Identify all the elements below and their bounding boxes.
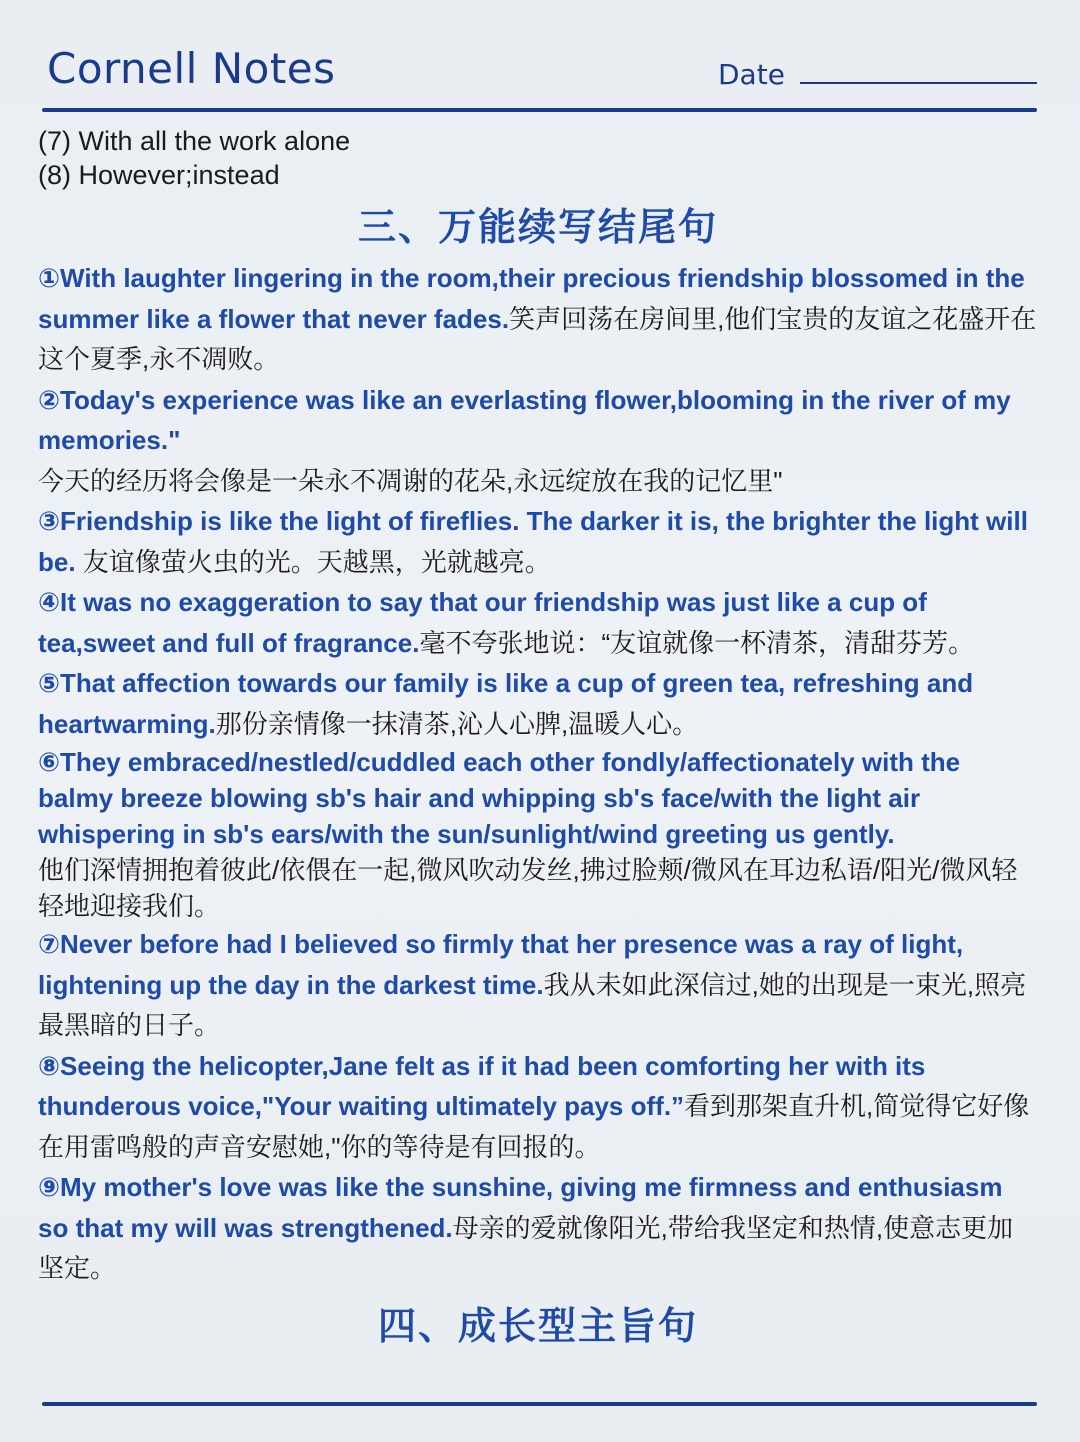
sentence-item [38, 380, 1038, 502]
sentence-item [38, 663, 1038, 744]
sentence-english: ④It was no exaggeration to say that our friendship was just like a cup of tea,sweet and full of fragrance. [38, 587, 927, 658]
sentence-chinese: 友谊像萤火虫的光。天越黑，光就越亮。 [75, 546, 551, 577]
section-heading: 三、万能续写结尾句 [357, 205, 718, 249]
sentence-chinese: 今天的经历将会像是一朵永不凋谢的花朵,永远绽放在我的记忆里" [38, 465, 783, 496]
footer-divider [42, 1402, 1037, 1406]
sentence-item [38, 582, 1038, 663]
header-divider [42, 108, 1037, 112]
intro-line: (8) However;instead [38, 160, 280, 190]
sentence-chinese: 母亲的爱就像阳光,带给我坚定和热情,使意志更加坚定。 [38, 1212, 1014, 1283]
sentence-item [38, 501, 1038, 582]
section-heading: 四、成长型主旨句 [377, 1303, 698, 1348]
sentence-item [38, 924, 1038, 1046]
sentence-english: ②Today's experience was like an everlasting flower,blooming in the river of my memories." [38, 384, 1011, 455]
sentence-item [38, 1046, 1038, 1168]
date-field-line [800, 82, 1037, 84]
sentence-english: ⑤That affection towards our family is like a cup of green tea, refreshing and heartwarming. [38, 668, 974, 739]
sentence-item [38, 744, 1038, 924]
sentence-chinese: 那份亲情像一抹清茶,沁人心脾,温暖人心。 [215, 708, 699, 739]
sentence-chinese: 我从未如此深信过,她的出现是一束光,照亮最黑暗的日子。 [38, 969, 1027, 1040]
sentence-item [38, 1167, 1038, 1289]
page-title: Cornell Notes [47, 44, 336, 93]
intro-line: (7) With all the work alone [38, 126, 351, 156]
notes-content [38, 124, 1038, 1357]
sentence-english: ③Friendship is like the light of fireflies. The darker it is, the brighter the light will be. [38, 506, 1028, 577]
sentence-english: ⑨My mother's love was like the sunshine, giving me firmness and enthusiasm so that my will was strengthened. [38, 1172, 1003, 1243]
sentence-english: ⑦Never before had I believed so firmly that her presence was a ray of light, lightening up the day in the darkest time. [38, 929, 964, 1000]
sentence-english: ⑧Seeing the helicopter,Jane felt as if it had been comforting her with its thunderous voice,"Your waiting ultimately pays off.” [38, 1050, 926, 1121]
sentence-chinese: 看到那架直升机,简觉得它好像在用雷鸣般的声音安慰她,"你的等待是有回报的。 [38, 1091, 1030, 1162]
sentence-english: ①With laughter lingering in the room,their precious friendship blossomed in the summer like a flower that never fades. [38, 263, 1025, 334]
sentence-chinese: 笑声回荡在房间里,他们宝贵的友谊之花盛开在这个夏季,永不凋败。 [38, 303, 1037, 374]
sentence-chinese: 他们深情拥抱着彼此/依偎在一起,微风吹动发丝,拂过脸颊/微风在耳边私语/阳光/微风轻轻地迎接我们。 [38, 855, 1018, 921]
sentence-chinese: 毫不夸张地说：“友谊就像一杯清茶，清甜芬芳。 [419, 627, 975, 658]
sentence-english: ⑥They embraced/nestled/cuddled each other fondly/affectionately with the balmy breeze blowing sb's hair and whipping sb's face/with the light air whispering in sb's ears/with the sun/sunlight/wind greeting us gently. [38, 747, 961, 849]
sentence-item [38, 258, 1038, 380]
date-label: Date [718, 58, 785, 91]
